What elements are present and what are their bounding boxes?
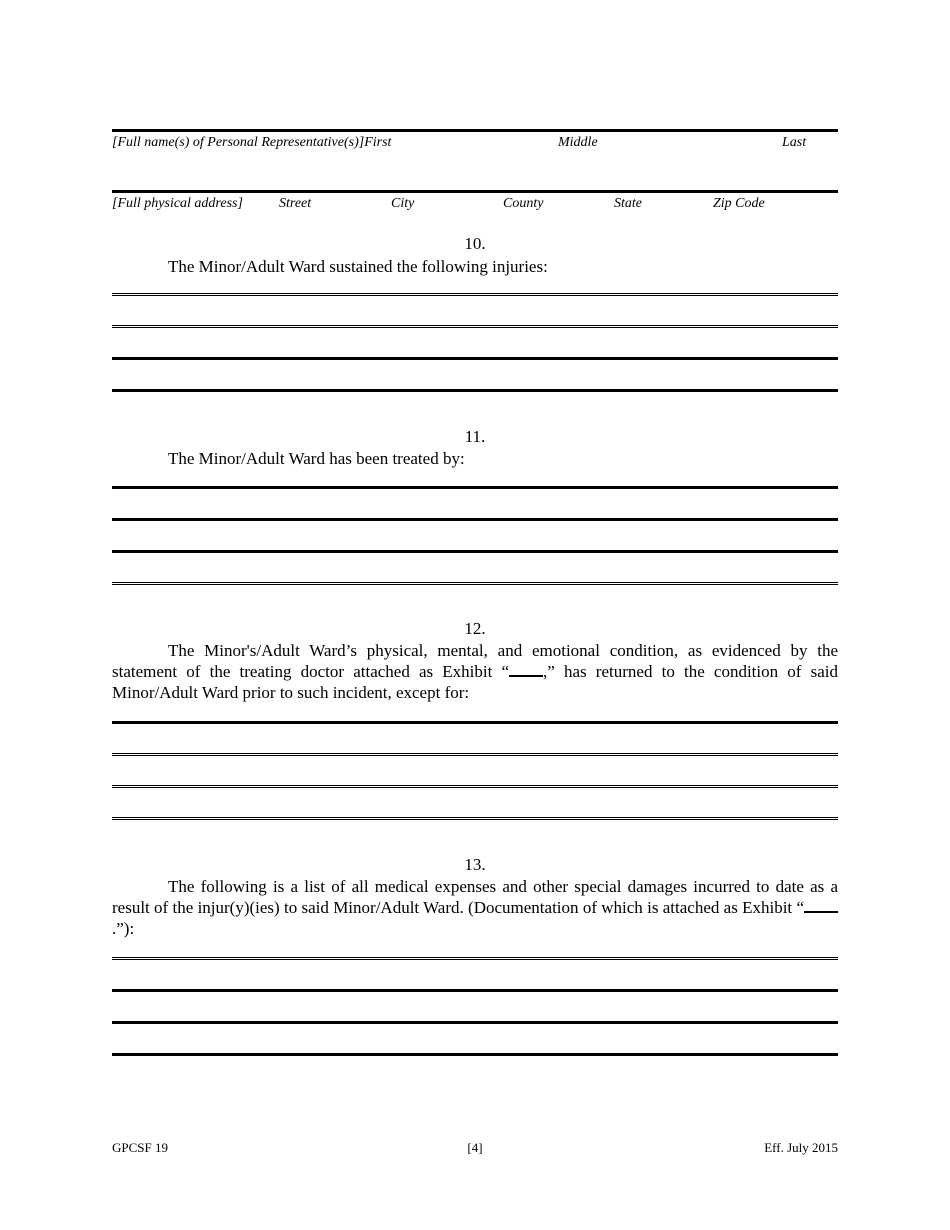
exhibit-blank-12[interactable] — [509, 661, 543, 677]
expenses-line-4[interactable] — [112, 1053, 838, 1056]
address-county-label: County — [503, 196, 544, 211]
section-12-text — [112, 640, 838, 703]
injuries-line-2[interactable] — [112, 325, 838, 328]
section-10-text — [112, 256, 838, 277]
exception-line-3[interactable] — [112, 785, 838, 788]
section-11-number: 11. — [464, 427, 486, 446]
section-12-number: 12. — [464, 619, 486, 638]
address-line[interactable] — [112, 190, 838, 193]
exception-line-1[interactable] — [112, 721, 838, 724]
rep-name-middle-label: Middle — [558, 135, 598, 150]
address-city-label: City — [391, 196, 415, 211]
section-12-text-a: The Minor's/Adult Ward’s physical, mental, and emotional condition, as evidenced by the statement of the treating doctor attached as Exhibit “ — [112, 641, 838, 681]
rep-name-label: [Full name(s) of Personal Representative(s)]First — [112, 135, 392, 150]
address-label: [Full physical address] — [112, 196, 243, 211]
section-13-text — [112, 876, 838, 939]
footer-page-number: [4] — [467, 1140, 483, 1155]
section-12-text-b: ,” has returned to the condition of said Minor/Adult Ward prior to such incident, except for: — [112, 662, 838, 702]
treated-by-line-3[interactable] — [112, 550, 838, 553]
injuries-line-4[interactable] — [112, 389, 838, 392]
address-zip-label: Zip Code — [713, 196, 765, 211]
injuries-line-1[interactable] — [112, 293, 838, 296]
rep-name-last-label: Last — [782, 135, 807, 150]
section-13-number: 13. — [464, 855, 486, 874]
expenses-line-1[interactable] — [112, 957, 838, 960]
section-13-text-a: The following is a list of all medical expenses and other special damages incurred to date as a result of the injur(y)(ies) to said Minor/Adult Ward. (Documentation of which is attached as Exhibit “ — [112, 877, 838, 917]
section-10-number: 10. — [464, 234, 486, 253]
treated-by-line-1[interactable] — [112, 486, 838, 489]
address-state-label: State — [614, 196, 642, 211]
section-11-text — [112, 448, 838, 469]
injuries-line-3[interactable] — [112, 357, 838, 360]
treated-by-line-4[interactable] — [112, 582, 838, 585]
footer-form-id: GPCSF 19 — [112, 1140, 168, 1155]
expenses-line-2[interactable] — [112, 989, 838, 992]
exception-line-4[interactable] — [112, 817, 838, 820]
exception-line-2[interactable] — [112, 753, 838, 756]
treated-by-line-2[interactable] — [112, 518, 838, 521]
section-11-sentence: The Minor/Adult Ward has been treated by: — [168, 449, 465, 468]
rep-name-signature-line[interactable] — [112, 129, 838, 132]
section-13-text-b: .”): — [112, 919, 135, 938]
address-street-label: Street — [279, 196, 312, 211]
exhibit-blank-13[interactable] — [804, 897, 838, 913]
expenses-line-3[interactable] — [112, 1021, 838, 1024]
footer-effective-date: Eff. July 2015 — [764, 1140, 838, 1155]
section-10-sentence: The Minor/Adult Ward sustained the following injuries: — [168, 257, 548, 276]
